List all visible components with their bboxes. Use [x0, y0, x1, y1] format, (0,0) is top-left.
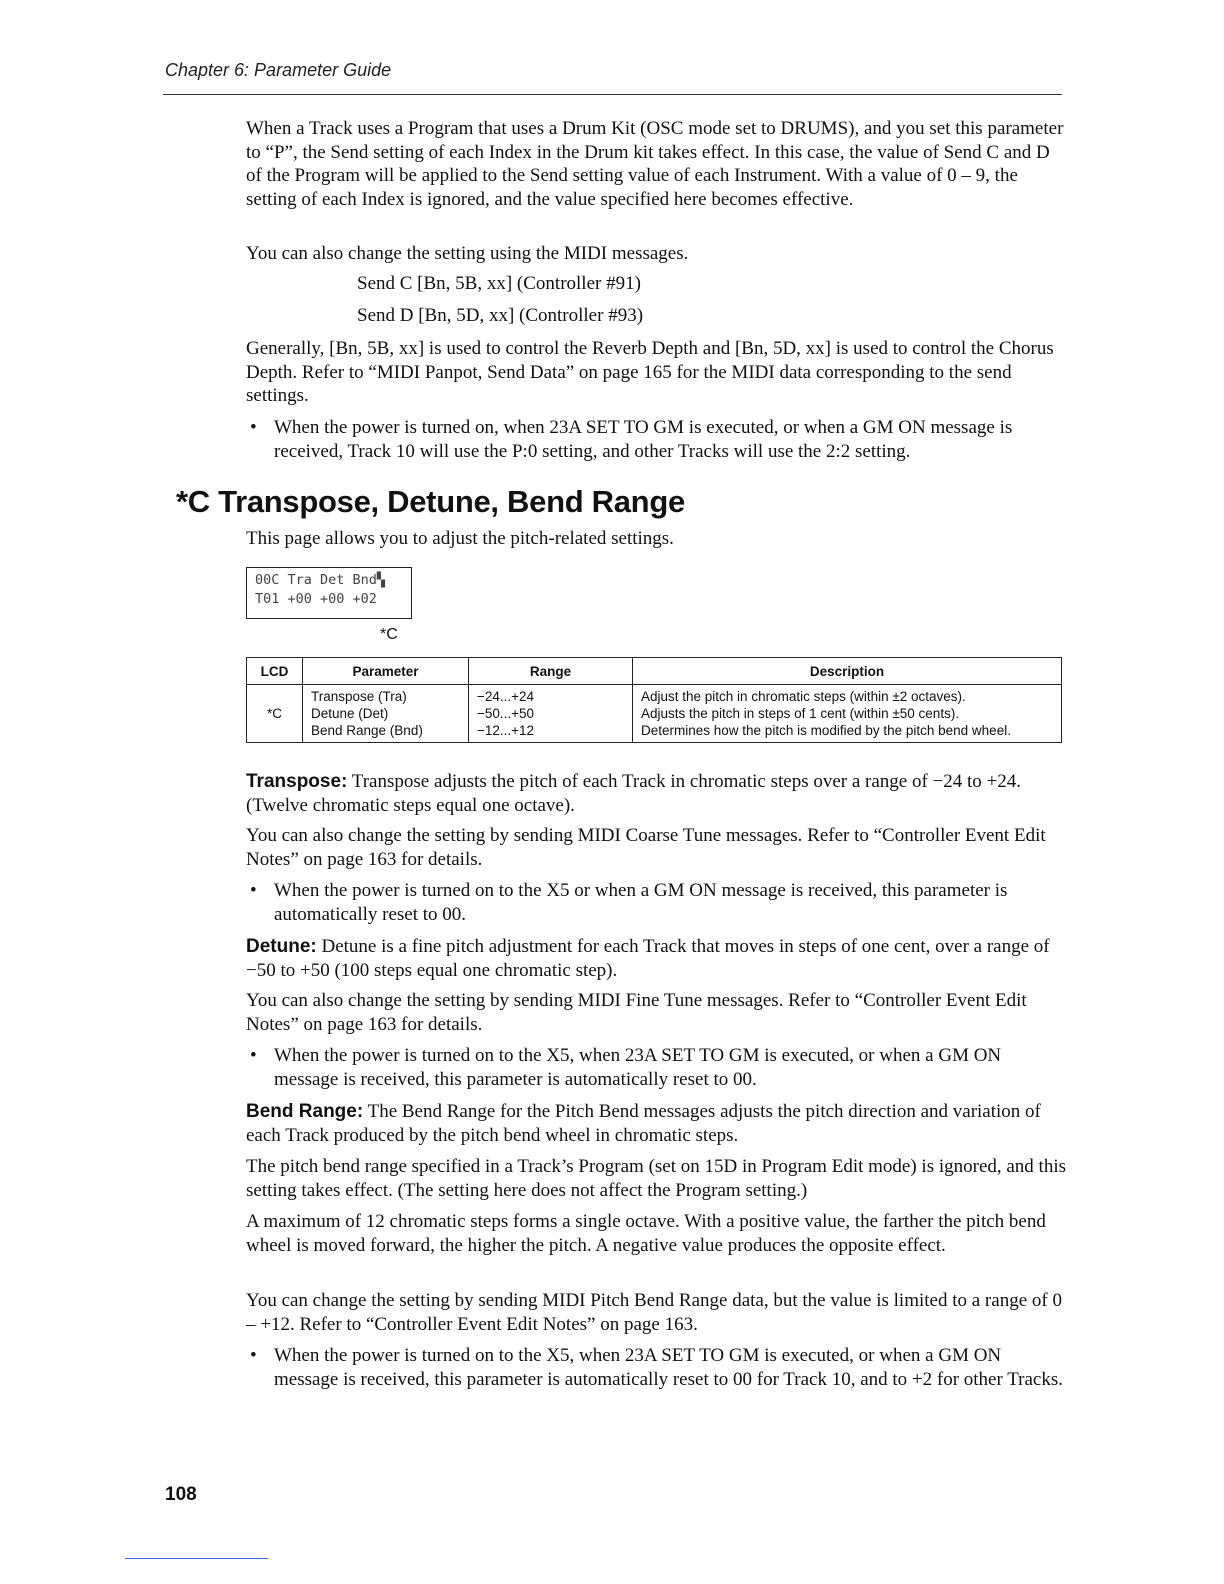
desc-detune: Adjusts the pitch in steps of 1 cent (within ±50 cents).	[641, 706, 960, 721]
param-transpose: Transpose (Tra)	[311, 689, 407, 704]
midi-message-send-c: Send C [Bn, 5B, xx] (Controller #91)	[357, 273, 641, 294]
table-header-row	[247, 658, 1062, 685]
range-transpose: −24...+24	[477, 689, 535, 704]
page-number: 108	[165, 1484, 197, 1505]
table-cell-range	[469, 685, 633, 743]
bullet-icon: •	[250, 1045, 257, 1066]
table-header-lcd: LCD	[247, 658, 303, 685]
param-bend-range: Bend Range (Bnd)	[311, 723, 423, 738]
range-detune: −50...+50	[477, 706, 535, 721]
bullet-text: When the power is turned on, when 23A SET TO GM is executed, or when a GM ON message is received, Track 10 will use the P:0 setting, and other Tracks will use the 2:2 setting.	[274, 417, 1013, 462]
bullet-text: When the power is turned on to the X5 or when a GM ON message is received, this parameter is automatically reset to 00.	[274, 880, 1008, 925]
bullet-icon: •	[250, 417, 257, 438]
intro-bullet	[250, 416, 1070, 463]
desc-transpose: Adjust the pitch in chromatic steps (within ±2 octaves).	[641, 689, 966, 704]
midi-message-send-d: Send D [Bn, 5D, xx] (Controller #93)	[357, 305, 644, 326]
detune-term: Detune:	[246, 936, 317, 957]
lcd-label: *C	[380, 626, 398, 643]
bullet-icon: •	[250, 1345, 257, 1366]
detune-paragraph-2: You can also change the setting by sending MIDI Fine Tune messages. Refer to “Controller Event Edit Notes” on page 163 for details.	[246, 990, 1027, 1035]
bend-text: The Bend Range for the Pitch Bend messages adjusts the pitch direction and variation of each Track produced by the pitch bend wheel in chromatic steps.	[246, 1101, 1041, 1146]
section-intro: This page allows you to adjust the pitch-related settings.	[246, 528, 674, 549]
detune-paragraph-1	[246, 935, 1066, 982]
bend-paragraph-3: A maximum of 12 chromatic steps forms a single octave. With a positive value, the farther the pitch bend wheel is moved forward, the higher the pitch. A negative value produces the opposite effect.	[246, 1211, 1046, 1256]
bend-paragraph-4: You can change the setting by sending MIDI Pitch Bend Range data, but the value is limited to a range of 0 – +12. Refer to “Controller Event Edit Notes” on page 163.	[246, 1290, 1062, 1335]
transpose-term: Transpose:	[246, 771, 348, 792]
param-detune: Detune (Det)	[311, 706, 389, 721]
table-header-description: Description	[633, 658, 1062, 685]
bend-paragraph-1	[246, 1100, 1066, 1147]
running-header: Chapter 6: Parameter Guide	[165, 60, 392, 80]
detune-bullet	[250, 1044, 1070, 1091]
intro-paragraph-1: When a Track uses a Program that uses a Drum Kit (OSC mode set to DRUMS), and you set this parameter to “P”, the Send setting of each Index in the Drum kit takes effect. In this case, the value of Send C and D of the Program will be applied to the Send setting value of each Instrument. With a value of 0 – 9, the setting of each Index is ignored, and the value specified here becomes effective.	[246, 118, 1064, 210]
intro-paragraph-2: You can also change the setting using the MIDI messages.	[246, 243, 689, 264]
table-row	[247, 685, 1062, 743]
transpose-text: Transpose adjusts the pitch of each Track in chromatic steps over a range of −24 to +24. (Twelve chromatic steps equal one octave).	[246, 771, 1022, 816]
bullet-text: When the power is turned on to the X5, when 23A SET TO GM is executed, or when a GM ON message is received, this parameter is automatically reset to 00.	[274, 1045, 1002, 1090]
lcd-display	[246, 567, 412, 619]
transpose-bullet	[250, 879, 1070, 926]
footer-line	[125, 1558, 268, 1559]
section-title: *C Transpose, Detune, Bend Range	[176, 484, 685, 519]
lcd-line-2: T01 +00 +00 +02	[255, 591, 377, 607]
table-cell-parameter	[303, 685, 469, 743]
transpose-paragraph-2: You can also change the setting by sending MIDI Coarse Tune messages. Refer to “Controller Event Edit Notes” on page 163 for details.	[246, 825, 1046, 870]
transpose-paragraph-1	[246, 770, 1066, 817]
bullet-icon: •	[250, 880, 257, 901]
bend-bullet	[250, 1344, 1070, 1391]
desc-bend: Determines how the pitch is modified by the pitch bend wheel.	[641, 723, 1011, 738]
range-bend: −12...+12	[477, 723, 535, 738]
bend-term: Bend Range:	[246, 1101, 364, 1122]
intro-paragraph-3: Generally, [Bn, 5B, xx] is used to control the Reverb Depth and [Bn, 5D, xx] is used to control the Chorus Depth. Refer to “MIDI Panpot, Send Data” on page 165 for the MIDI data corresponding to the send settings.	[246, 338, 1054, 406]
table-header-parameter: Parameter	[303, 658, 469, 685]
lcd-line-1: 00C Tra Det Bnd▚	[255, 572, 386, 588]
bend-paragraph-2: The pitch bend range specified in a Track’s Program (set on 15D in Program Edit mode) is ignored, and this setting takes effect. (The setting here does not affect the Program setting.)	[246, 1156, 1067, 1201]
detune-text: Detune is a fine pitch adjustment for each Track that moves in steps of one cent, over a range of −50 to +50 (100 steps equal one chromatic step).	[246, 936, 1050, 981]
table-cell-lcd: *C	[247, 685, 303, 743]
bullet-text: When the power is turned on to the X5, when 23A SET TO GM is executed, or when a GM ON message is received, this parameter is automatically reset to 00 for Track 10, and to +2 for other Tracks.	[274, 1345, 1063, 1390]
table-header-range: Range	[469, 658, 633, 685]
parameter-table	[246, 657, 1062, 743]
table-cell-description	[633, 685, 1062, 743]
header-rule	[163, 94, 1062, 95]
